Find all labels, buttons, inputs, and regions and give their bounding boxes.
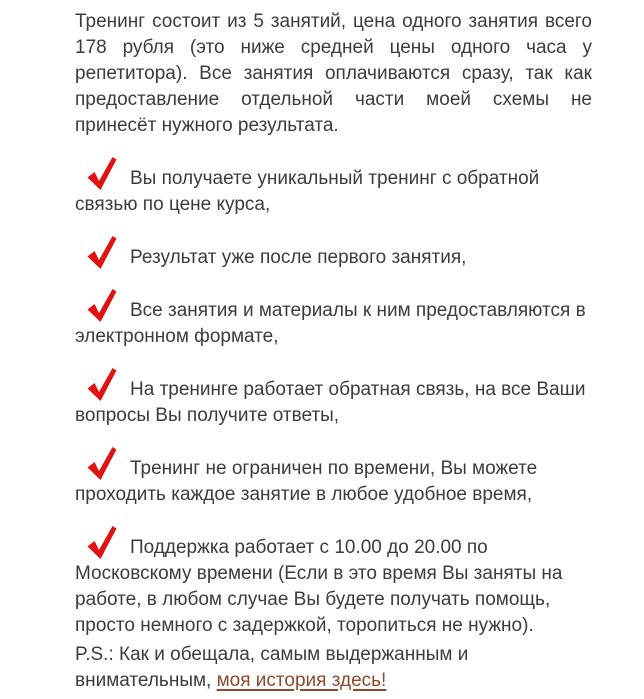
- benefit-item: [75, 526, 592, 639]
- benefit-text: Вы получаете уникальный тренинг с обратной связью по цене курса,: [75, 168, 540, 215]
- red-checkmark-icon: [87, 289, 117, 323]
- red-checkmark-icon: [87, 447, 117, 481]
- red-checkmark-icon: [87, 368, 117, 402]
- red-checkmark-icon: [87, 236, 117, 270]
- red-checkmark-icon: [87, 526, 117, 560]
- red-checkmark-icon: [87, 157, 117, 191]
- benefit-text: Все занятия и материалы к ним предоставляются в электронном формате,: [75, 300, 586, 347]
- benefit-item: [75, 447, 592, 508]
- intro-paragraph: Тренинг состоит из 5 занятий, цена одного занятия всего 178 рубля (это ниже средней цены одного часа у репетитора). Все занятия оплачиваются сразу, так как предоставление отдельной части моей схемы не принесёт нужного результата.: [75, 11, 592, 136]
- benefit-text: Результат уже после первого занятия,: [130, 247, 467, 268]
- ps-paragraph: [75, 642, 592, 694]
- benefit-item: [75, 289, 592, 350]
- benefit-text: На тренинге работает обратная связь, на все Ваши вопросы Вы получите ответы,: [75, 379, 586, 426]
- my-story-link[interactable]: моя история здесь!: [216, 670, 387, 691]
- benefit-item: [75, 157, 592, 218]
- ps-text: P.S.: Как и обещала, самым выдержанным и внимательным,: [75, 644, 469, 691]
- benefit-item: [75, 368, 592, 429]
- benefit-text: Тренинг не ограничен по времени, Вы можете проходить каждое занятие в любое удобное время,: [75, 458, 538, 505]
- benefit-item: [75, 236, 592, 271]
- benefit-text: Поддержка работает с 10.00 до 20.00 по Московскому времени (Если в это время Вы заняты на работе, в любом случае Вы будете получать помощь, просто немного с задержкой, торопиться не нужно).: [75, 537, 563, 636]
